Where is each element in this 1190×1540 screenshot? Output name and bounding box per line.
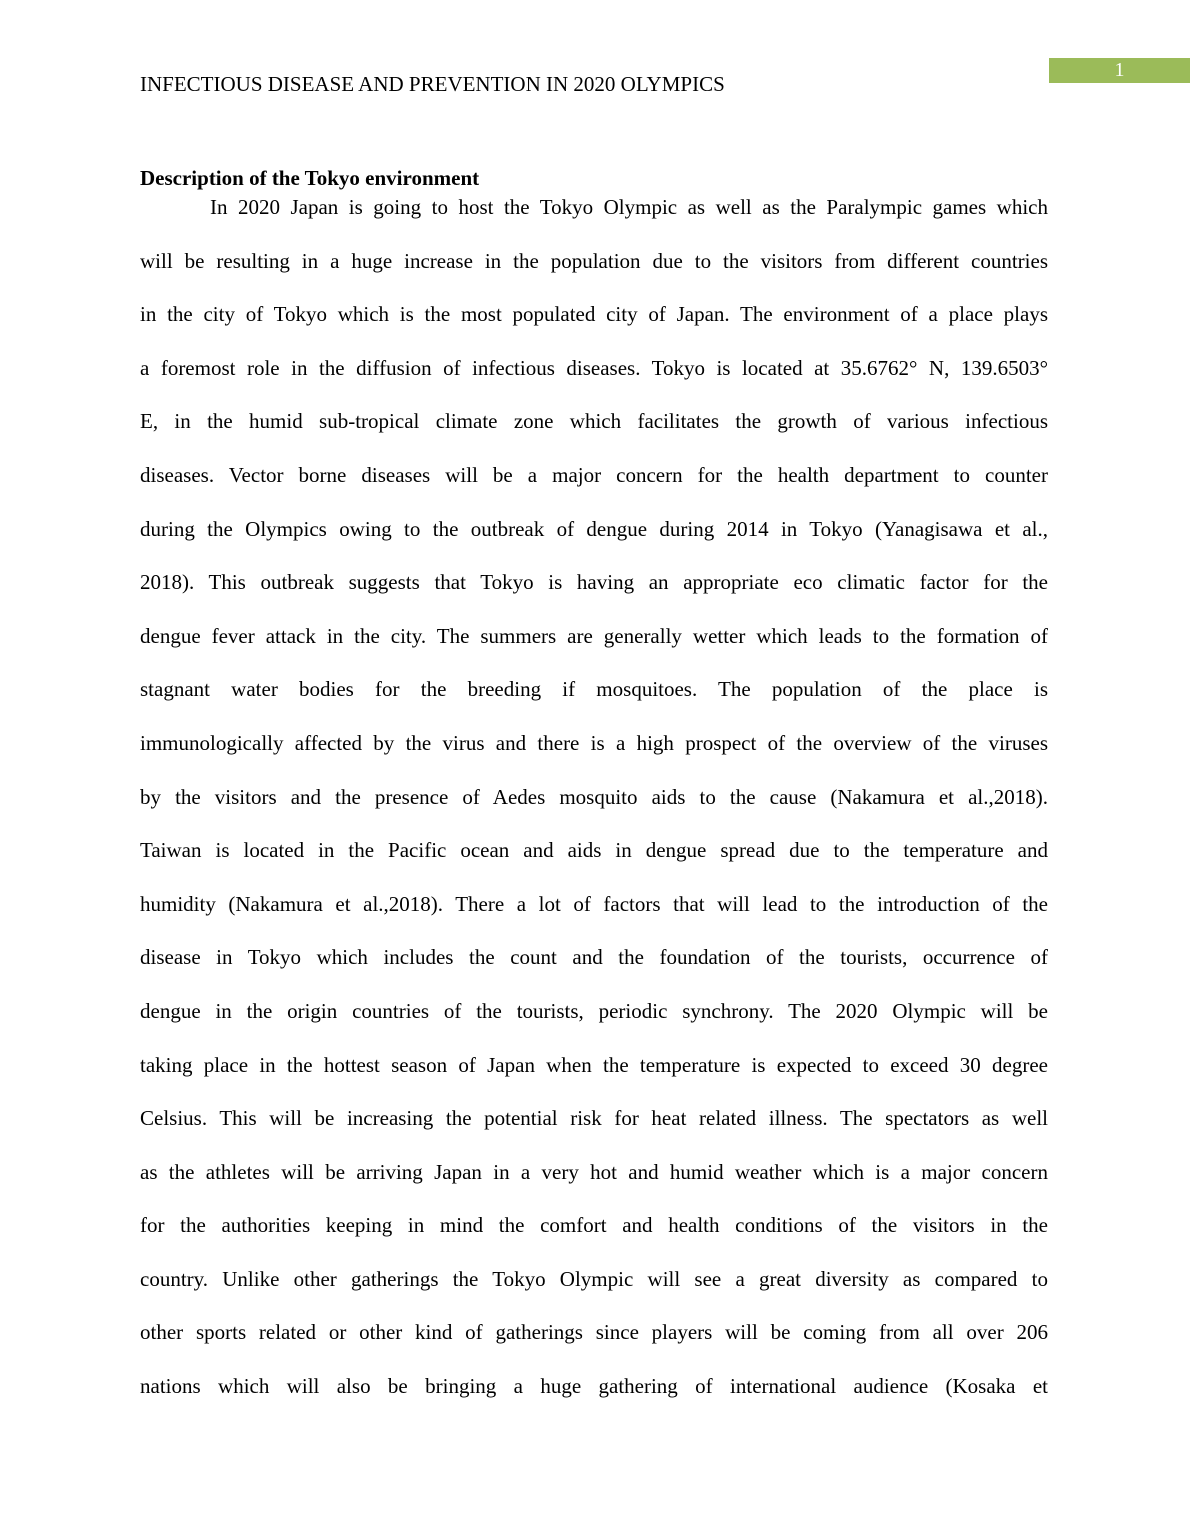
paragraph-line: stagnant water bodies for the breeding if mosquitoes. The population of the place is — [140, 677, 1048, 702]
paragraph-line: dengue in the origin countries of the tourists, periodic synchrony. The 2020 Olympic will be — [140, 998, 1048, 1023]
paragraph-line: diseases. Vector borne diseases will be a major concern for the health department to counter — [140, 462, 1048, 487]
section-heading: Description of the Tokyo environment — [140, 166, 480, 190]
paragraph-line: during the Olympics owing to the outbreak of dengue during 2014 in Tokyo (Yanagisawa et al., — [140, 516, 1048, 541]
paragraph-line: for the authorities keeping in mind the comfort and health conditions of the visitors in the — [140, 1213, 1048, 1238]
paragraph-line: other sports related or other kind of gatherings since players will be coming from all over 206 — [140, 1320, 1048, 1345]
paragraph-line: Taiwan is located in the Pacific ocean and aids in dengue spread due to the temperature and — [140, 838, 1048, 863]
paragraph-line: a foremost role in the diffusion of infectious diseases. Tokyo is located at 35.6762° N, 139.6503° — [140, 355, 1048, 380]
paragraph-line: dengue fever attack in the city. The summers are generally wetter which leads to the formation of — [140, 623, 1048, 648]
paragraph-line: in the city of Tokyo which is the most populated city of Japan. The environment of a place plays — [140, 302, 1048, 327]
paragraph-line: E, in the humid sub-tropical climate zone which facilitates the growth of various infectious — [140, 409, 1048, 434]
paragraph-line: country. Unlike other gatherings the Tokyo Olympic will see a great diversity as compared to — [140, 1266, 1048, 1291]
paragraph-line: 2018). This outbreak suggests that Tokyo is having an appropriate eco climatic factor for the — [140, 570, 1048, 595]
paragraph-line: humidity (Nakamura et al.,2018). There a lot of factors that will lead to the introduction of the — [140, 891, 1048, 916]
paragraph-line: as the athletes will be arriving Japan in a very hot and humid weather which is a major concern — [140, 1159, 1048, 1184]
paragraph-line: nations which will also be bringing a huge gathering of international audience (Kosaka et — [140, 1374, 1048, 1399]
paragraph-line: will be resulting in a huge increase in the population due to the visitors from different countries — [140, 248, 1048, 273]
running-head: INFECTIOUS DISEASE AND PREVENTION IN 2020 OLYMPICS — [140, 72, 725, 96]
body-paragraph — [140, 193, 1048, 1426]
paragraph-line: immunologically affected by the virus and there is a high prospect of the overview of the viruses — [140, 730, 1048, 755]
paragraph-line: In 2020 Japan is going to host the Tokyo Olympic as well as the Paralympic games which — [210, 195, 1048, 219]
page-number: 1 — [1049, 58, 1190, 83]
paragraph-line: taking place in the hottest season of Japan when the temperature is expected to exceed 30 degree — [140, 1052, 1048, 1077]
paragraph-line: by the visitors and the presence of Aedes mosquito aids to the cause (Nakamura et al.,2018). — [140, 784, 1048, 809]
paragraph-line: Celsius. This will be increasing the potential risk for heat related illness. The spectators as well — [140, 1106, 1048, 1131]
paragraph-line: disease in Tokyo which includes the count and the foundation of the tourists, occurrence of — [140, 945, 1048, 970]
